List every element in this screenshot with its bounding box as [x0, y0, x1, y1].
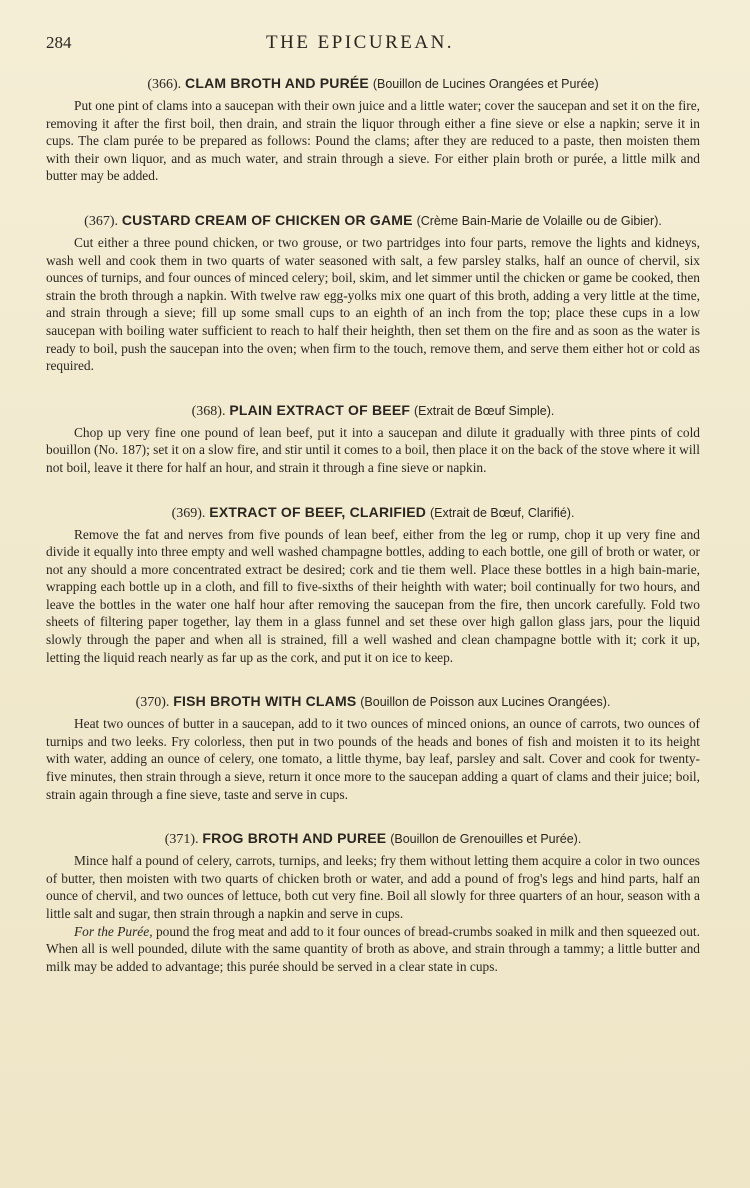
recipe-366	[46, 74, 700, 185]
running-title: THE EPICUREAN.	[266, 32, 455, 53]
recipe-paragraph: Remove the fat and nerves from five pounds of lean beef, either from the leg or rump, chop it up very fine and divide it equally into three empty and well washed champagne bottles, adding to each bottle, one gill of broth or water, or not any should a more concentrated extract be desired; cork and tie them well. Place these bottles in a high bain-marie, wrapping each bottle up in a cloth, and fill to five-sixths of their heighth with water; boil continually for two hours, and leave the bottles in the water one half hour after removing the saucepan from the fire, then uncork carefully. Fold two sheets of filtering paper together, lay them in a glass funnel and set these over high gallon glass jars, pour the liquid slowly through the paper and when all is strained, fill a well washed and clean champagne bottle with it; cork it up, letting the liquid reach nearly as far up as the cork, and put it on ice to keep.	[46, 526, 700, 665]
recipe-french-title: (Bouillon de Grenouilles et Purée).	[390, 832, 582, 847]
page-header	[46, 32, 700, 60]
recipe-367	[46, 211, 700, 375]
recipe-heading	[46, 503, 700, 523]
recipe-french-title: (Extrait de Bœuf, Clarifié).	[429, 505, 575, 520]
recipe-paragraph: Chop up very fine one pound of lean beef, put it into a saucepan and dilute it gradually with three pints of cold bouillon (No. 187); set it on a slow fire, and stir until it comes to a boil, then place it on the back of the stove where it will not boil, leave it there for half an hour, and strain it through a fine sieve or napkin.	[46, 424, 700, 475]
recipe-heading	[46, 829, 700, 849]
recipe-paragraph: Heat two ounces of butter in a saucepan, add to it two ounces of minced onions, an ounce of carrots, two ounces of turnips and two leeks. Fry colorless, then put in two pounds of the heads and bones of fish and moisten it to its height with water, adding an ounce of celery, one tomato, a little thyme, bay leaf, parsley and salt. Cover and cook for twenty-five minutes, then strain through a sieve, return it once more to the saucepan adding a quart of clams and their juice; boil, strain again through a fine sieve, taste and serve in cups.	[46, 716, 700, 802]
recipe-french-title: (Bouillon de Lucines Orangées et Purée)	[372, 77, 599, 91]
recipe-title: EXTRACT OF BEEF, CLARIFIED	[209, 503, 427, 520]
recipe-369	[46, 503, 700, 667]
recipe-number: (369).	[171, 505, 206, 521]
recipe-paragraph: Cut either a three pound chicken, or two grouse, or two partridges into four parts, remove the lights and kidneys, wash well and cook them in two quarts of water seasoned with salt, a few parsley stalks, half an ounce of chervil, six ounces of turnips, and four ounces of minced celery; boil, skim, and let simmer until the chicken or game be cooked, then strain the broth through a napkin. With twelve raw egg-yolks mix one quart of this broth, adding a very little at the time, and strain through a sieve; fill up some small cups to an eighth of an inch from the top; place these cups in a low saucepan with boiling water sufficient to reach to half their heighth, then set them on the fire and as soon as the water is ready to boil, push the saucepan into the oven; when firm to the touch, remove them, and serve them either hot or cold as required.	[46, 234, 700, 374]
italic-lead: For the Purée,	[74, 923, 153, 939]
recipe-heading	[46, 211, 700, 231]
recipe-title: CUSTARD CREAM OF CHICKEN OR GAME	[121, 211, 413, 228]
recipe-title: FISH BROTH WITH CLAMS	[173, 693, 357, 710]
recipe-paragraph: Mince half a pound of celery, carrots, turnips, and leeks; fry them without letting them acquire a color in two ounces of butter, then moisten with two quarts of chicken broth or water, and add a pound of frog's legs and hind parts, half an ounce of chervil, and two ounces of lettuce, both cut very fine. Boil all slowly for three quarters of an hour, season with a little salt and sugar, then strain through a napkin and serve in cups.	[46, 853, 700, 921]
recipe-370	[46, 692, 700, 803]
recipe-title: PLAIN EXTRACT OF BEEF	[229, 401, 411, 418]
recipe-french-title: (Extrait de Bœuf Simple).	[414, 403, 555, 418]
recipe-heading	[46, 74, 700, 94]
recipe-paragraph-puree	[46, 923, 700, 976]
recipe-number: (367).	[84, 213, 118, 229]
recipe-number: (371).	[164, 832, 199, 848]
recipe-title: FROG BROTH AND PUREE	[202, 830, 387, 847]
recipe-number: (370).	[135, 695, 170, 711]
recipe-paragraph: Put one pint of clams into a saucepan with their own juice and a little water; cover the saucepan and set it on the fire, removing it after the first boil, then drain, and strain the liquor through either a fine sieve or else a napkin; serve it in cups. The clam purée to be prepared as follows: Pound the clams; after they are reduced to a paste, then moisten them with their own liquor, and as much water, and strain through a sieve. For either plain broth or purée, a little milk and butter may be added.	[46, 98, 700, 184]
recipe-heading	[46, 401, 700, 421]
recipe-number: (368).	[191, 403, 226, 419]
recipe-french-title: (Bouillon de Poisson aux Lucines Orangées).	[360, 695, 611, 710]
recipe-368	[46, 401, 700, 477]
page-number: 284	[46, 33, 72, 52]
recipe-371	[46, 829, 700, 975]
recipe-french-title: (Crème Bain-Marie de Volaille ou de Gibier).	[416, 213, 662, 228]
recipe-number: (366).	[147, 77, 182, 92]
recipe-heading	[46, 692, 700, 712]
recipe-title: CLAM BROTH AND PURÉE	[185, 75, 369, 91]
puree-text: pound the frog meat and add to it four ounces of bread-crumbs soaked in milk and then squeezed out. When all is well pounded, dilute with the same quantity of broth as above, and strain through a tammy; a little butter and milk may be added to advantage; this purée should be served in a clear state in cups.	[46, 923, 700, 974]
